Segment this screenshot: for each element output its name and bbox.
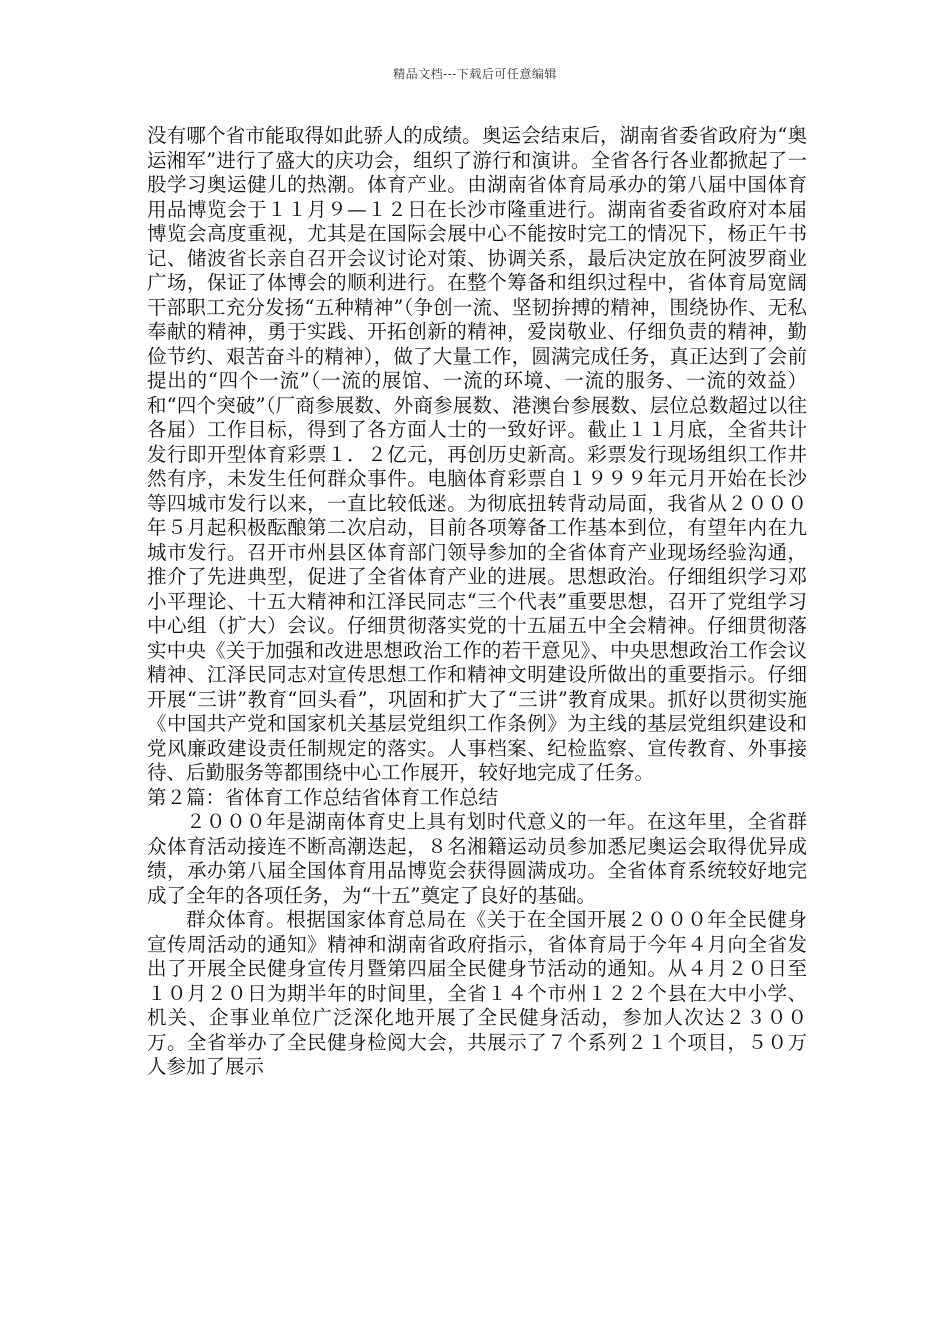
- paragraph-continued: 没有哪个省市能取得如此骄人的成绩。奥运会结束后，湖南省委省政府为“奥运湘军”进行了盛大的庆功会，组织了游行和演讲。全省各行各业都掀起了一股学习奥运健儿的热潮。体育产业。由湖南省体育局承办的第八届中国体育用品博览会于１１月９—１２日在长沙市隆重进行。湖南省委省政府对本届博览会高度重视，尤其是在国际会展中心不能按时完工的情况下，杨正午书记、储波省长亲自召开会议讨论对策、协调关系，最后决定放在阿波罗商业广场，保证了体博会的顺利进行。在整个筹备和组织过程中，省体育局宽阔干部职工充分发扬“五种精神”（争创一流、坚韧拚搏的精神，围绕协作、无私奉献的精神，勇于实践、开拓创新的精神，爱岗敬业、仔细负责的精神，勤俭节约、艰苦奋斗的精神），做了大量工作，圆满完成任务，真正达到了会前提出的“四个一流”（一流的展馆、一流的环境、一流的服务、一流的效益）和“四个突破”（厂商参展数、外商参展数、港澳台参展数、层位总数超过以往各届）工作目标，得到了各方面人士的一致好评。截止１１月底，全省共计发行即开型体育彩票１．２亿元，再创历史新高。彩票发行现场组织工作井然有序，未发生任何群众事件。电脑体育彩票自１９９９年元月开始在长沙等四城市发行以来，一直比较低迷。为彻底扭转背动局面，我省从２０００年５月起积极酝酿第二次启动，目前各项筹备工作基本到位，有望年内在九城市发行。召开市州县区体育部门领导参加的全省体育产业现场经验沟通，推介了先进典型，促进了全省体育产业的进展。思想政治。仔细组织学习邓小平理论、十五大精神和江泽民同志“三个代表”重要思想，召开了党组学习中心组（扩大）会议。仔细贯彻落实党的十五届五中全会精神。仔细贯彻落实中央《关于加强和改进思想政治工作的若干意见》、中央思想政治工作会议精神、江泽民同志对宣传思想工作和精神文明建设所做出的重要指示。仔细开展“三讲”教育“回头看”，巩固和扩大了“三讲”教育成果。抓好以贯彻实施《中国共产党和国家机关基层党组织工作条例》为主线的基层党组织建设和党风廉政建设责任制规定的落实。人事档案、纪检监察、宣传教育、外事接待、后勤服务等都围绕中心工作展开，较好地完成了任务。: [147, 124, 807, 784]
- section-heading: 第２篇：省体育工作总结省体育工作总结: [147, 785, 499, 809]
- document-body: [147, 124, 807, 1080]
- page-header: 精品文档---下载后可任意编辑: [393, 67, 557, 81]
- paragraph-mass-sports: 群众体育。根据国家体育总局在《关于在全国开展２０００年全民健身宣传周活动的通知》精神和湖南省政府指示，省体育局于今年４月向全省发出了开展全民健身宣传月暨第四届全民健身节活动的通知。从４月２０日至１０月２０日为期半年的时间里，全省１４个市州１２２个县在大中小学、机关、企事业单位广泛深化地开展了全民健身活动，参加人次达２３００万。全省举办了全民健身检阅大会，共展示了７个系列２１个项目，５０万人参加了展示: [147, 908, 807, 1078]
- paragraph-intro: ２０００年是湖南体育史上具有划时代意义的一年。在这年里，全省群众体育活动接连不断高潮迭起，８名湘籍运动员参加悉尼奥运会取得优异成绩，承办第八届全国体育用品博览会获得圆满成功。全省体育系统较好地完成了全年的各项任务，为“十五”奠定了良好的基础。: [147, 810, 807, 907]
